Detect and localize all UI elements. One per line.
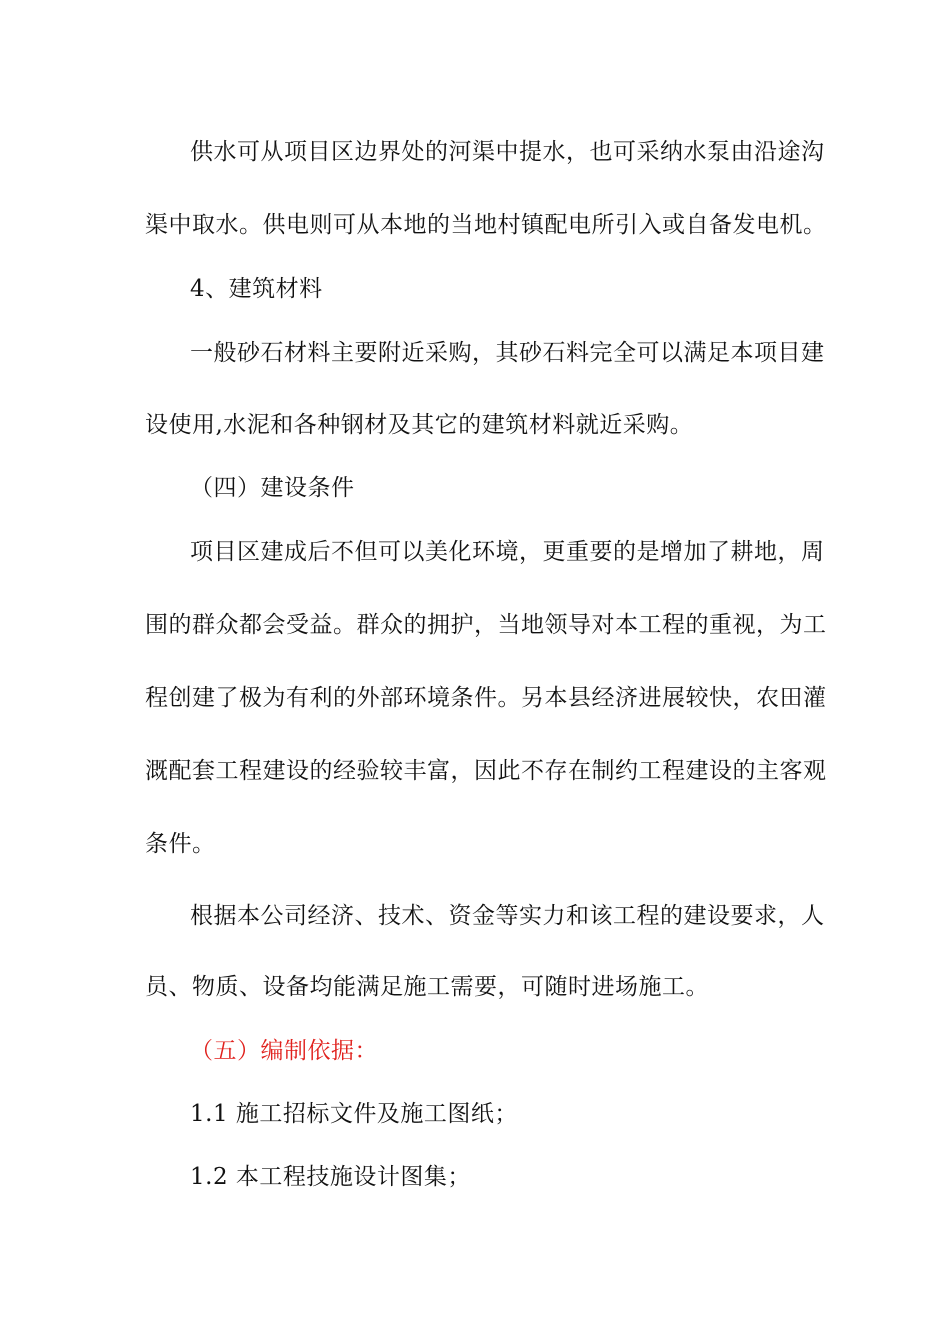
- heading-construction-conditions: （四）建设条件: [190, 475, 355, 501]
- paragraph-water-supply-line-1: 供水可从项目区边界处的河渠中提水，也可采纳水泵由沿途沟: [190, 139, 825, 165]
- paragraph-capability-line-1: 根据本公司经济、技术、资金等实力和该工程的建设要求，人: [190, 903, 825, 929]
- list-item-1-2: 1.2 本工程技施设计图集；: [190, 1164, 471, 1190]
- list-item-1-1: 1.1 施工招标文件及施工图纸；: [190, 1101, 518, 1127]
- paragraph-conditions-line-1: 项目区建成后不但可以美化环境，更重要的是增加了耕地，周: [190, 539, 825, 565]
- paragraph-conditions-line-3: 程创建了极为有利的外部环境条件。另本县经济进展较快，农田灌: [145, 685, 827, 711]
- paragraph-conditions-line-5: 条件。: [145, 831, 216, 857]
- paragraph-materials-line-1: 一般砂石材料主要附近采购，其砂石料完全可以满足本项目建: [190, 340, 825, 366]
- paragraph-conditions-line-2: 围的群众都会受益。群众的拥护，当地领导对本工程的重视，为工: [145, 612, 827, 638]
- heading-compilation-basis: （五）编制依据：: [190, 1038, 378, 1064]
- paragraph-capability-line-2: 员、物质、设备均能满足施工需要，可随时进场施工。: [145, 974, 709, 1000]
- paragraph-water-supply-line-2: 渠中取水。供电则可从本地的当地村镇配电所引入或自备发电机。: [145, 212, 827, 238]
- paragraph-materials-line-2: 设使用,水泥和各种钢材及其它的建筑材料就近采购。: [145, 412, 694, 438]
- heading-building-materials: 4、建筑材料: [190, 276, 323, 302]
- paragraph-conditions-line-4: 溉配套工程建设的经验较丰富，因此不存在制约工程建设的主客观: [145, 758, 827, 784]
